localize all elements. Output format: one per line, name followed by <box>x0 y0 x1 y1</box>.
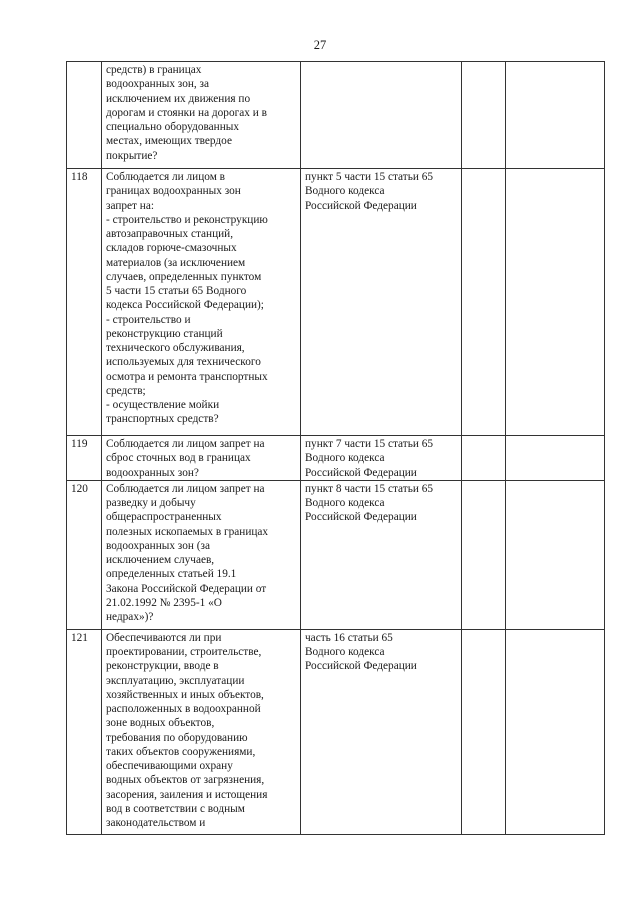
page-number: 27 <box>313 38 327 52</box>
legal-reference: пункт 7 части 15 статьи 65 Водного кодекса Российской Федерации <box>301 436 462 481</box>
legal-reference: часть 16 статьи 65 Водного кодекса Российской Федерации <box>301 629 462 834</box>
requirement-text: Соблюдается ли лицом запрет на сброс сточных вод в границах водоохранных зон? <box>102 436 301 481</box>
answer-cell <box>462 480 506 629</box>
answer-cell <box>462 629 506 834</box>
row-number: 121 <box>67 629 102 834</box>
answer-cell <box>462 169 506 436</box>
note-cell <box>506 480 605 629</box>
answer-cell <box>462 62 506 169</box>
row-number <box>67 62 102 169</box>
note-cell <box>506 436 605 481</box>
requirement-text: Обеспечиваются ли при проектировании, строительстве, реконструкции, вводе в эксплуатацию, эксплуатации хозяйственных и иных объектов, расположенных в водоохранной зоне водных объектов, требования по оборудованию таких объектов сооружениями, обеспечивающими охрану водных объектов от загрязнения, засорения, заиления и истощения вод в соответствии с водным законодательством и <box>102 629 301 834</box>
checklist-table <box>66 61 605 835</box>
table-row <box>67 480 605 629</box>
table-row <box>67 629 605 834</box>
table-row <box>67 169 605 436</box>
note-cell <box>506 629 605 834</box>
requirement-text: Соблюдается ли лицом в границах водоохранных зон запрет на: - строительство и реконструкцию автозаправочных станций, складов горюче-смазочных материалов (за исключением случаев, определенных пунктом 5 части 15 статьи 65 Водного кодекса Российской Федерации); - строительство и реконструкцию станций технического обслуживания, используемых для технического осмотра и ремонта транспортных средств; - осуществление мойки транспортных средств? <box>102 169 301 436</box>
table-row <box>67 436 605 481</box>
legal-reference: пункт 8 части 15 статьи 65 Водного кодекса Российской Федерации <box>301 480 462 629</box>
row-number: 118 <box>67 169 102 436</box>
requirement-text: средств) в границах водоохранных зон, за исключением их движения по дорогам и стоянки на дорогах и в специально оборудованных местах, имеющих твердое покрытие? <box>102 62 301 169</box>
row-number: 119 <box>67 436 102 481</box>
table-row <box>67 62 605 169</box>
legal-reference: пункт 5 части 15 статьи 65 Водного кодекса Российской Федерации <box>301 169 462 436</box>
legal-reference <box>301 62 462 169</box>
note-cell <box>506 169 605 436</box>
note-cell <box>506 62 605 169</box>
requirement-text: Соблюдается ли лицом запрет на разведку и добычу общераспространенных полезных ископаемых в границах водоохранных зон (за исключением случаев, определенных статьей 19.1 Закона Российской Федерации от 21.02.1992 № 2395-1 «О недрах»)? <box>102 480 301 629</box>
answer-cell <box>462 436 506 481</box>
row-number: 120 <box>67 480 102 629</box>
